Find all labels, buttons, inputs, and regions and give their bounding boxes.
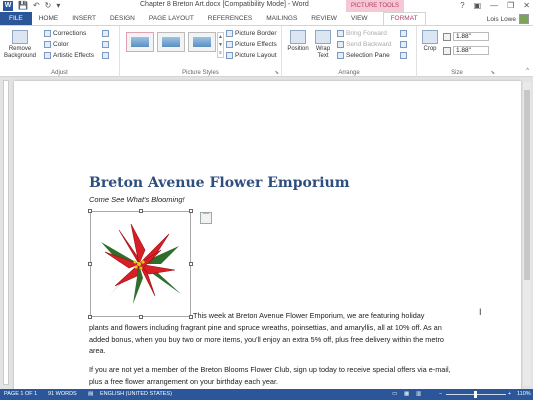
bring-forward-icon [337, 30, 344, 37]
corrections-button[interactable] [44, 30, 86, 37]
crop-button[interactable] [419, 30, 441, 53]
ribbon-display-options-icon[interactable]: ▣ [473, 1, 482, 10]
minimize-icon[interactable]: — [490, 1, 499, 10]
size-group-label: Size [451, 70, 463, 76]
color-label: Color [53, 41, 69, 48]
color-button[interactable] [44, 41, 69, 48]
picture-style-3[interactable] [188, 32, 216, 52]
picture-border-icon [226, 30, 233, 37]
adjust-group [0, 26, 120, 77]
group-icon[interactable] [400, 41, 407, 48]
customize-qat-icon[interactable]: ▾ [56, 1, 61, 10]
resize-handle[interactable] [88, 315, 92, 319]
word-count[interactable]: 91 WORDS [48, 391, 77, 397]
height-icon [443, 33, 451, 41]
status-bar [0, 389, 533, 400]
send-backward-label: Send Backward [346, 41, 392, 48]
selection-pane-button[interactable] [337, 52, 390, 59]
zoom-in-icon[interactable]: + [508, 391, 512, 397]
avatar [519, 14, 529, 24]
undo-icon[interactable]: ↶ [32, 1, 40, 10]
picture-border-button[interactable] [226, 30, 277, 37]
tab-mailings[interactable]: MAILINGS [266, 15, 298, 22]
selection-pane-label: Selection Pane [346, 52, 390, 59]
position-button[interactable] [284, 30, 312, 53]
remove-background-button[interactable] [2, 30, 38, 60]
wrap-text-label: Wrap Text [315, 46, 331, 59]
position-label: Position [287, 46, 309, 52]
tab-insert[interactable]: INSERT [72, 15, 96, 22]
tab-design[interactable]: DESIGN [109, 15, 135, 22]
redo-icon[interactable]: ↻ [44, 1, 52, 10]
styles-gallery-more-icon[interactable]: ▲ ▼ ≡ [218, 34, 223, 56]
save-icon[interactable]: 💾 [18, 1, 28, 10]
remove-background-label: Remove Background [3, 46, 37, 59]
document-heading[interactable]: Breton Avenue Flower Emporium [89, 175, 350, 191]
read-mode-icon[interactable]: ▭ [392, 391, 398, 397]
poinsettia-picture[interactable] [90, 211, 191, 317]
resize-handle[interactable] [139, 209, 143, 213]
bring-forward-button[interactable] [337, 30, 387, 37]
align-icon[interactable] [400, 30, 407, 37]
picture-effects-label: Picture Effects [235, 41, 277, 48]
picture-styles-group-label: Picture Styles [182, 70, 219, 76]
shape-height-input[interactable]: 1.88" [453, 32, 489, 41]
poinsettia-icon [91, 212, 190, 316]
restore-icon[interactable]: ❐ [507, 1, 515, 10]
picture-style-2[interactable] [157, 32, 185, 52]
remove-background-icon [12, 30, 28, 44]
picture-layout-label: Picture Layout [235, 52, 277, 59]
proofing-icon[interactable]: ▤ [88, 391, 94, 397]
picture-layout-button[interactable] [226, 52, 277, 59]
print-layout-icon[interactable]: ▦ [404, 391, 410, 397]
width-icon [443, 47, 451, 55]
tab-home[interactable]: HOME [38, 15, 59, 22]
document-title: Chapter 8 Breton Art.docx [Compatibility Mode] - Word [140, 1, 309, 8]
picture-effects-button[interactable] [226, 41, 277, 48]
tab-file[interactable]: FILE [0, 12, 32, 25]
send-backward-button[interactable] [337, 41, 392, 48]
picture-layout-icon [226, 52, 233, 59]
user-name: Lois Lowe [486, 15, 516, 23]
resize-handle[interactable] [189, 262, 193, 266]
window-controls [460, 0, 530, 12]
position-icon [290, 30, 306, 44]
wrap-text-button[interactable] [312, 30, 334, 60]
compress-pictures-icon[interactable] [102, 30, 109, 37]
shape-width-input[interactable]: 1.88" [453, 46, 489, 55]
picture-style-1[interactable] [126, 32, 154, 52]
tab-view[interactable]: VIEW [350, 15, 368, 22]
tab-review[interactable]: REVIEW [311, 15, 337, 22]
mouse-ibeam-cursor: I [479, 307, 482, 317]
crop-icon [422, 30, 438, 44]
resize-handle[interactable] [139, 315, 143, 319]
quick-access-toolbar [3, 1, 60, 11]
artistic-effects-label: Artistic Effects [53, 52, 95, 59]
size-group [417, 26, 497, 77]
reset-picture-icon[interactable] [102, 52, 109, 59]
artistic-effects-button[interactable] [44, 52, 94, 59]
close-icon[interactable]: ✕ [523, 1, 530, 10]
crop-label: Crop [423, 46, 437, 52]
paragraph-2[interactable]: If you are not yet a member of the Breton Blooms Flower Club, sign up today to receive special offers via e-mail, plus a free flower arrangement on your birthday each year. [89, 365, 451, 386]
web-layout-icon[interactable]: ▥ [416, 391, 422, 397]
tab-references[interactable]: REFERENCES [207, 15, 253, 22]
picture-effects-icon [226, 41, 233, 48]
arrange-group-label: Arrange [338, 70, 360, 76]
layout-options-button[interactable]: ⌒ [200, 212, 212, 224]
resize-handle[interactable] [189, 209, 193, 213]
adjust-group-label: Adjust [51, 70, 68, 76]
resize-handle[interactable] [88, 262, 92, 266]
word-logo-icon: W [4, 2, 12, 9]
vertical-ruler [3, 80, 9, 385]
send-backward-icon [337, 41, 344, 48]
scrollbar-thumb[interactable] [524, 90, 530, 280]
corrections-label: Corrections [53, 30, 87, 37]
picture-tools-header: PICTURE TOOLS [346, 0, 404, 12]
page-count[interactable]: PAGE 1 OF 1 [4, 391, 38, 397]
help-icon[interactable]: ? [460, 1, 465, 10]
artistic-effects-icon [44, 52, 51, 59]
paragraph-1[interactable]: plants and flowers including fragrant pine and spruce wreaths, poinsettias, and amaryllis, all at 10% off. As an added bonus, when you buy two or more items, you'll enjoy an extra 5% off, plus free delivery within the metro area. [89, 323, 444, 356]
selection-pane-icon [337, 52, 344, 59]
collapse-ribbon-icon[interactable]: ^ [526, 68, 529, 74]
paragraph-1-first-line[interactable]: This week at Breton Avenue Flower Emporium, we are featuring holiday [193, 311, 425, 320]
user-account[interactable] [487, 14, 529, 24]
rotate-icon[interactable] [400, 52, 407, 59]
resize-handle[interactable] [88, 209, 92, 213]
change-picture-icon[interactable] [102, 41, 109, 48]
ribbon-tabs [0, 12, 533, 25]
document-area [0, 77, 533, 389]
picture-styles-launcher-icon[interactable]: ⬊ [274, 70, 279, 76]
picture-border-label: Picture Border [235, 30, 277, 37]
corrections-icon [44, 30, 51, 37]
ribbon [0, 25, 533, 77]
language[interactable]: ENGLISH (UNITED STATES) [100, 391, 172, 397]
zoom-out-icon[interactable]: − [439, 391, 443, 397]
tab-page-layout[interactable]: PAGE LAYOUT [148, 15, 194, 22]
zoom-level[interactable]: 110% [517, 391, 531, 397]
document-subtitle[interactable]: Come See What's Blooming! [89, 195, 185, 204]
color-icon [44, 41, 51, 48]
title-bar [0, 0, 533, 12]
arrange-group [282, 26, 417, 77]
document-page[interactable] [14, 81, 521, 389]
size-launcher-icon[interactable]: ⬊ [490, 70, 495, 76]
wrap-text-icon [315, 30, 331, 44]
zoom-slider-thumb[interactable] [474, 391, 477, 398]
picture-styles-group [120, 26, 282, 77]
bring-forward-label: Bring Forward [346, 30, 387, 37]
tab-format[interactable]: FORMAT [383, 12, 426, 25]
shape-height-control [443, 32, 489, 41]
vertical-scrollbar[interactable] [523, 82, 531, 386]
shape-width-control [443, 46, 489, 55]
